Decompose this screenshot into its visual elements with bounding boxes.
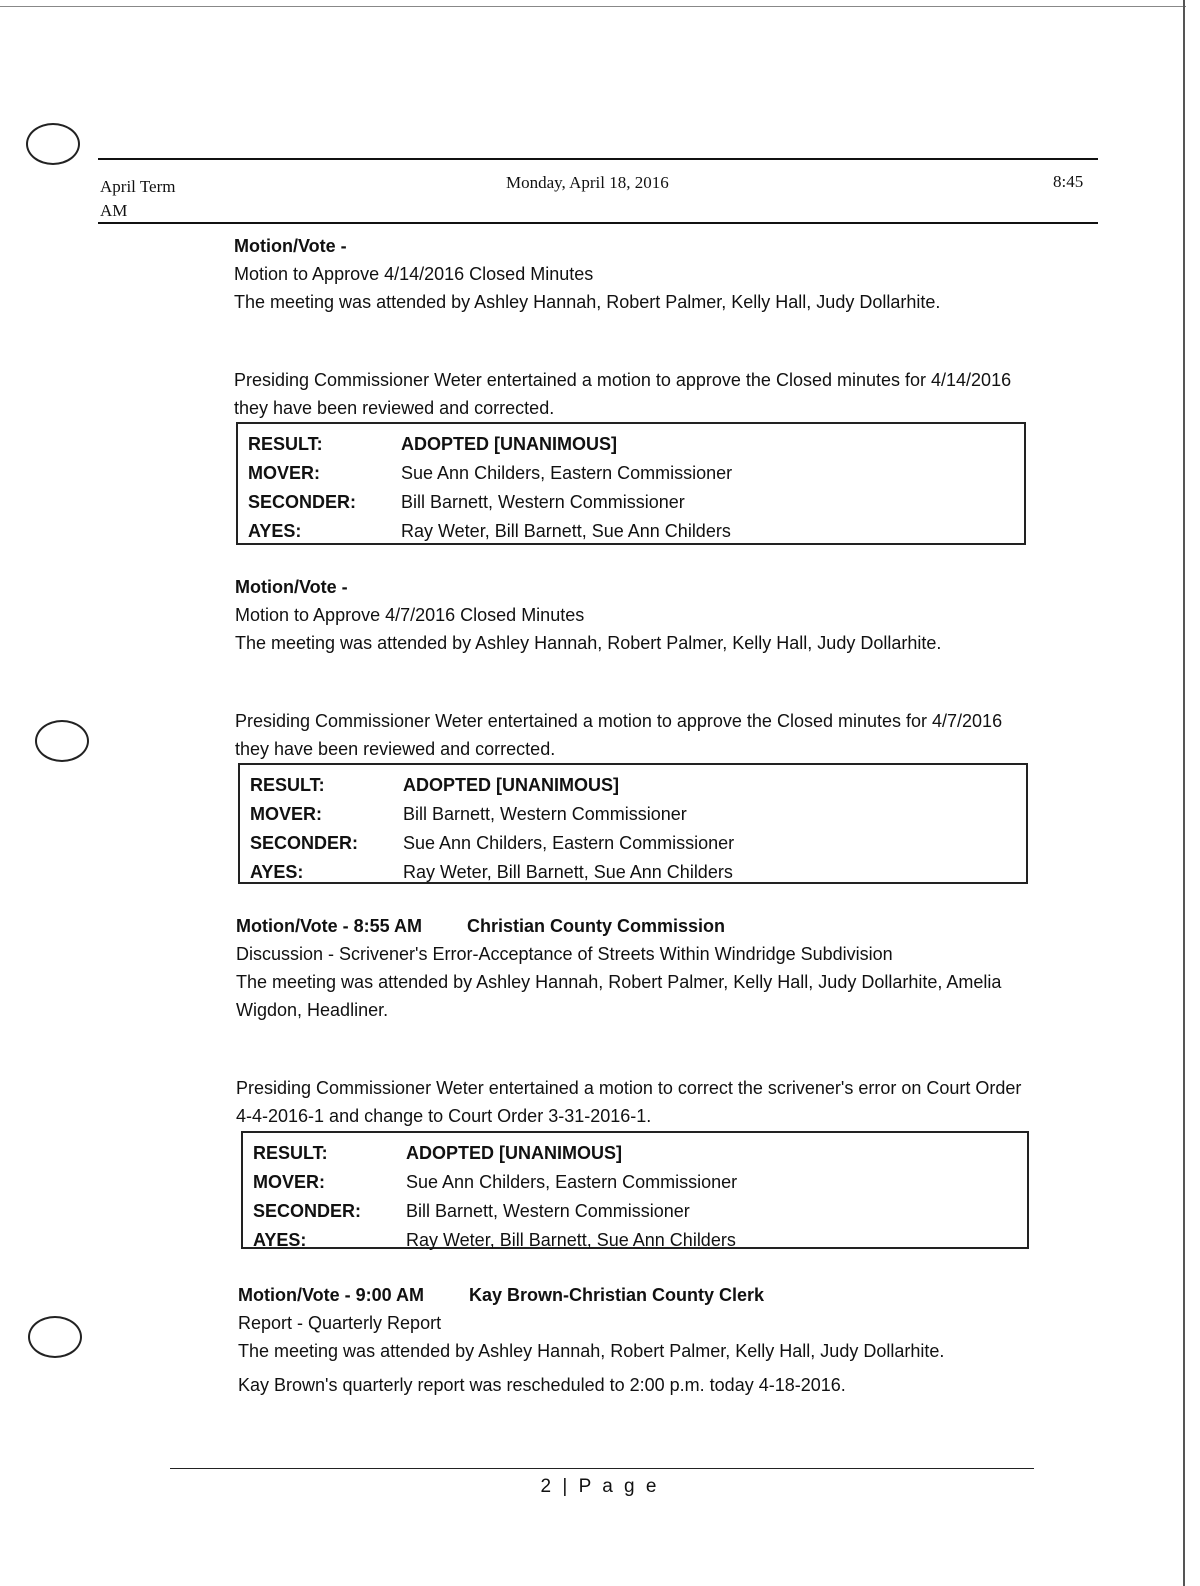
- item-heading-label: Motion/Vote -: [234, 236, 347, 256]
- result-label: RESULT:: [248, 434, 323, 454]
- item-heading-label: Motion/Vote -: [235, 577, 348, 597]
- ayes-value: Ray Weter, Bill Barnett, Sue Ann Childers: [403, 862, 733, 882]
- ayes-label: AYES:: [253, 1230, 307, 1250]
- ayes-value: Ray Weter, Bill Barnett, Sue Ann Childers: [406, 1230, 736, 1250]
- vote-ayes-row: [248, 517, 1024, 546]
- mover-value: Bill Barnett, Western Commissioner: [403, 804, 687, 824]
- vote-seconder-row: [253, 1197, 1027, 1226]
- result-value: ADOPTED [UNANIMOUS]: [403, 775, 619, 795]
- scan-edge-right: [1183, 0, 1185, 1586]
- item-subject: Christian County Commission: [467, 916, 726, 936]
- item-title: Motion to Approve 4/14/2016 Closed Minutes: [234, 264, 594, 284]
- result-value: ADOPTED [UNANIMOUS]: [406, 1143, 622, 1163]
- agenda-item-3: [236, 912, 1036, 1130]
- seconder-value: Bill Barnett, Western Commissioner: [406, 1201, 690, 1221]
- agenda-item-1: [234, 232, 1034, 422]
- item-time: 9:00 AM: [355, 1285, 425, 1305]
- punch-hole-middle: [35, 720, 89, 762]
- item-narrative: Presiding Commissioner Weter entertained a motion to approve the Closed minutes for 4/14/2016 they have been reviewed and corrected.: [234, 370, 1012, 418]
- item-attendance: The meeting was attended by Ashley Hannah, Robert Palmer, Kelly Hall, Judy Dollarhite.: [235, 633, 942, 653]
- vote-result-row: [250, 771, 1026, 800]
- footer-rule: [170, 1468, 1034, 1469]
- item-time: 8:55 AM: [353, 916, 423, 936]
- item-title: Discussion - Scrivener's Error-Acceptance of Streets Within Windridge Subdivision: [236, 944, 893, 964]
- scan-edge-top: [0, 6, 1186, 7]
- ayes-value: Ray Weter, Bill Barnett, Sue Ann Childers: [401, 521, 731, 541]
- seconder-value: Bill Barnett, Western Commissioner: [401, 492, 685, 512]
- item-attendance: The meeting was attended by Ashley Hannah, Robert Palmer, Kelly Hall, Judy Dollarhite, Amelia Wigdon, Headliner.: [236, 972, 1002, 1020]
- mover-label: MOVER:: [250, 804, 322, 824]
- vote-table-1: [236, 422, 1026, 545]
- item-heading: [238, 1281, 1038, 1309]
- mover-value: Sue Ann Childers, Eastern Commissioner: [406, 1172, 738, 1192]
- page-number: 2 | P a g e: [540, 1476, 660, 1497]
- header-date: Monday, April 18, 2016: [506, 173, 669, 192]
- item-heading: [234, 232, 1034, 260]
- vote-mover-row: [253, 1168, 1027, 1197]
- item-heading-label: Motion/Vote -: [238, 1285, 351, 1305]
- result-value: ADOPTED [UNANIMOUS]: [401, 434, 617, 454]
- item-heading-label: Motion/Vote -: [236, 916, 349, 936]
- header-ampm: AM: [100, 201, 128, 220]
- item-attendance: The meeting was attended by Ashley Hannah, Robert Palmer, Kelly Hall, Judy Dollarhite.: [234, 292, 941, 312]
- seconder-label: SECONDER:: [253, 1201, 362, 1221]
- item-narrative: Presiding Commissioner Weter entertained a motion to approve the Closed minutes for 4/7/2016 they have been reviewed and corrected.: [235, 711, 1003, 759]
- seconder-label: SECONDER:: [248, 492, 357, 512]
- vote-table-3: [241, 1131, 1029, 1249]
- item-subject: Kay Brown-Christian County Clerk: [469, 1285, 765, 1305]
- result-label: RESULT:: [250, 775, 325, 795]
- item-heading: [236, 912, 1036, 940]
- item-heading: [235, 573, 1035, 601]
- agenda-item-2: [235, 573, 1035, 763]
- seconder-value: Sue Ann Childers, Eastern Commissioner: [403, 833, 735, 853]
- punch-hole-bottom: [28, 1316, 82, 1358]
- vote-ayes-row: [253, 1226, 1027, 1255]
- mover-value: Sue Ann Childers, Eastern Commissioner: [401, 463, 733, 483]
- header-rule-top: [98, 158, 1098, 160]
- vote-table-2: [238, 763, 1028, 884]
- agenda-item-4: [238, 1281, 1038, 1399]
- vote-seconder-row: [248, 488, 1024, 517]
- mover-label: MOVER:: [248, 463, 320, 483]
- header-time: 8:45: [1053, 172, 1084, 191]
- vote-seconder-row: [250, 829, 1026, 858]
- mover-label: MOVER:: [253, 1172, 325, 1192]
- vote-result-row: [248, 430, 1024, 459]
- result-label: RESULT:: [253, 1143, 328, 1163]
- ayes-label: AYES:: [250, 862, 304, 882]
- seconder-label: SECONDER:: [250, 833, 359, 853]
- header-rule-bottom: [98, 222, 1098, 224]
- item-title: Report - Quarterly Report: [238, 1313, 442, 1333]
- item-title: Motion to Approve 4/7/2016 Closed Minutes: [235, 605, 585, 625]
- item-narrative: Kay Brown's quarterly report was rescheduled to 2:00 p.m. today 4-18-2016.: [238, 1375, 846, 1395]
- item-narrative: Presiding Commissioner Weter entertained a motion to correct the scrivener's error on Court Order 4-4-2016-1 and change to Court Order 3-31-2016-1.: [236, 1078, 1022, 1126]
- vote-result-row: [253, 1139, 1027, 1168]
- header-term: April Term: [100, 177, 176, 196]
- ayes-label: AYES:: [248, 521, 302, 541]
- vote-mover-row: [248, 459, 1024, 488]
- item-attendance: The meeting was attended by Ashley Hannah, Robert Palmer, Kelly Hall, Judy Dollarhite.: [238, 1341, 945, 1361]
- vote-ayes-row: [250, 858, 1026, 887]
- vote-mover-row: [250, 800, 1026, 829]
- punch-hole-top: [26, 123, 80, 165]
